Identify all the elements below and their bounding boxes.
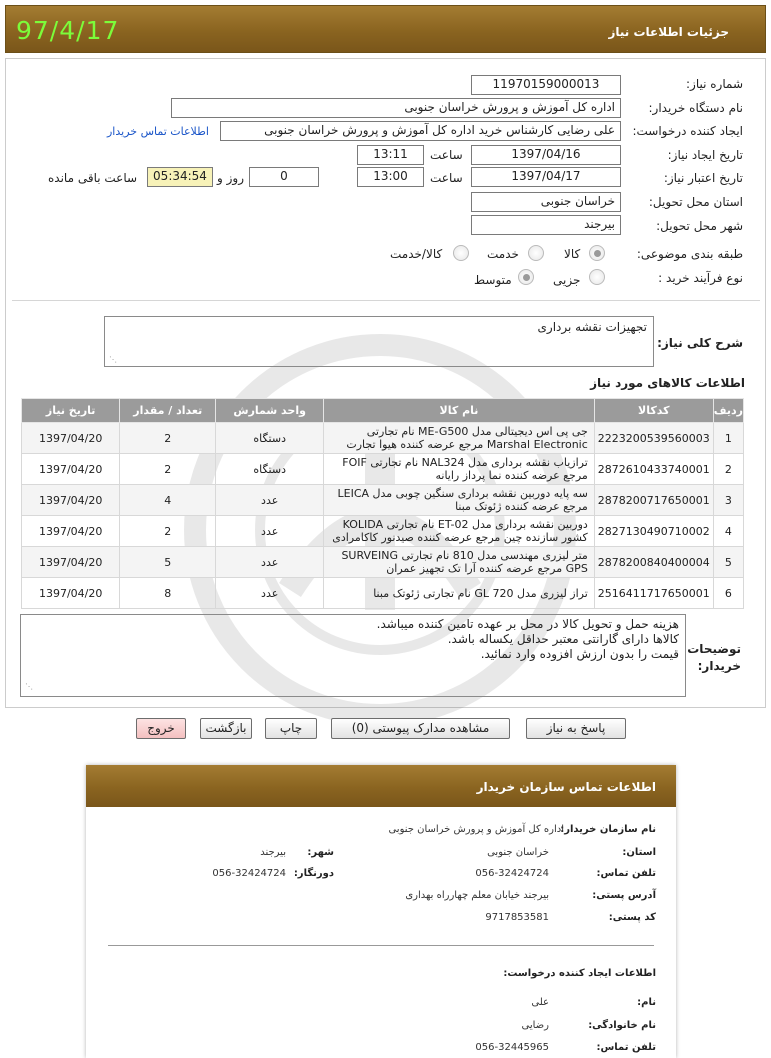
city-field[interactable]: بیرجند — [471, 215, 621, 235]
cell-code: 2878200717650001 — [594, 485, 713, 516]
creator-name-label: نام: — [637, 997, 656, 1008]
contact-fax-label: دورنگار: — [293, 868, 334, 879]
process-radio-medium[interactable] — [518, 269, 534, 285]
creator-family-label: نام خانوادگی: — [588, 1020, 656, 1031]
cell-qty: 2 — [120, 423, 216, 454]
buyer-notes-textarea[interactable] — [20, 614, 686, 697]
contact-city-label: شهر: — [307, 847, 334, 858]
cell-unit: عدد — [216, 578, 324, 609]
process-option-medium: متوسط — [474, 273, 512, 287]
city-label: شهر محل تحویل: — [656, 219, 743, 233]
cell-code: 2872610433740001 — [594, 454, 713, 485]
days-label: روز و — [217, 171, 244, 185]
cell-name: جی پی اس دیجیتالی مدل ME-G500 نام تجارتی Marshal Electronic مرجع عرضه کننده هیوا تجارت — [324, 423, 595, 454]
announce-time-field[interactable]: 13:11 — [357, 145, 424, 165]
process-radio-minor[interactable] — [589, 269, 605, 285]
cell-unit: عدد — [216, 485, 324, 516]
validity-time-label: ساعت — [430, 171, 463, 185]
cell-row: 5 — [713, 547, 743, 578]
cell-code: 2827130490710002 — [594, 516, 713, 547]
cell-qty: 8 — [120, 578, 216, 609]
contact-fax-value: 056-32424724 — [212, 868, 286, 879]
cell-name: تراز لیزری مدل GL 720 نام تجارتی ژئوتک مبنا — [324, 578, 595, 609]
buyer-note-line: کالاها دارای گارانتی معتبر حداقل یکساله باشد. — [447, 632, 679, 646]
print-button[interactable]: چاپ — [265, 718, 317, 739]
category-option-goods: کالا — [564, 247, 581, 261]
exit-button[interactable]: خروج — [136, 718, 186, 739]
cell-name: ترازیاب نقشه برداری مدل NAL324 نام تجارتی FOIF مرجع عرضه کننده نما پرداز رایانه — [324, 454, 595, 485]
category-radio-goods[interactable] — [589, 245, 605, 261]
process-option-minor: جزیی — [553, 273, 581, 287]
requester-label: ایجاد کننده درخواست: — [632, 124, 743, 138]
cell-date: 1397/04/20 — [22, 485, 120, 516]
goods-section-title: اطلاعات کالاهای مورد نیاز — [590, 376, 745, 390]
cell-qty: 2 — [120, 454, 216, 485]
goods-table-wrapper — [21, 398, 744, 609]
contact-postal-value: 9717853581 — [485, 912, 549, 923]
goods-table — [21, 398, 744, 609]
contact-province-value: خراسان جنوبی — [487, 847, 549, 858]
need-number-field[interactable]: 11970159000013 — [471, 75, 621, 95]
category-radio-service[interactable] — [528, 245, 544, 261]
cell-qty: 4 — [120, 485, 216, 516]
cell-code: 2516411717650001 — [594, 578, 713, 609]
announce-time-label: ساعت — [430, 148, 463, 162]
reply-button[interactable]: پاسخ به نیاز — [526, 718, 626, 739]
cell-row: 4 — [713, 516, 743, 547]
buyer-contact-link[interactable]: اطلاعات تماس خریدار — [107, 125, 209, 138]
creator-phone-label: تلفن تماس: — [596, 1042, 656, 1053]
cell-qty: 2 — [120, 516, 216, 547]
table-row[interactable] — [22, 485, 744, 516]
contact-postal-label: کد پستی: — [608, 912, 656, 923]
cell-name: متر لیزری مهندسی مدل 810 نام تجارتی SURVEING GPS مرجع عرضه کننده آرا تک تجهیز عمران — [324, 547, 595, 578]
table-row[interactable] — [22, 516, 744, 547]
goods-table-body — [22, 423, 744, 609]
cell-code: 2878200840400004 — [594, 547, 713, 578]
divider — [12, 300, 760, 301]
buyer-org-label: نام دستگاه خریدار: — [648, 101, 743, 115]
cell-row: 3 — [713, 485, 743, 516]
description-textarea[interactable] — [104, 316, 654, 367]
cell-code: 2223200539560003 — [594, 423, 713, 454]
header-date: 97/4/17 — [16, 16, 120, 45]
process-label: نوع فرآیند خرید : — [658, 271, 743, 285]
col-date: تاریخ نیاز — [22, 399, 120, 423]
page-header — [5, 5, 766, 53]
creator-family-value: رضایی — [521, 1020, 549, 1031]
contact-province-label: استان: — [622, 847, 656, 858]
cell-name: دوربین نقشه برداری مدل ET-02 نام تجارتی KOLIDA کشور سازنده چین مرجع عرضه کننده صیدنور کاکامرادی — [324, 516, 595, 547]
category-radio-goods-service[interactable] — [453, 245, 469, 261]
creator-name-value: علی — [531, 997, 549, 1008]
cell-qty: 5 — [120, 547, 216, 578]
contact-org-value: اداره کل آموزش و پرورش خراسان جنوبی — [388, 824, 564, 835]
cell-date: 1397/04/20 — [22, 547, 120, 578]
days-remaining-field[interactable]: 0 — [249, 167, 319, 187]
col-row: ردیف — [713, 399, 743, 423]
buyer-contact-card — [86, 765, 676, 1058]
contact-address-value: بیرجند خیابان معلم چهارراه بهداری — [405, 890, 549, 901]
table-row[interactable] — [22, 454, 744, 485]
cell-date: 1397/04/20 — [22, 423, 120, 454]
table-row[interactable] — [22, 547, 744, 578]
announce-date-field[interactable]: 1397/04/16 — [471, 145, 621, 165]
creator-phone-value: 056-32445965 — [475, 1042, 549, 1053]
buyer-org-field[interactable]: اداره کل آموزش و پرورش خراسان جنوبی — [171, 98, 621, 118]
cell-unit: دستگاه — [216, 423, 324, 454]
page-title: جزئیات اطلاعات نیاز — [608, 25, 729, 39]
need-number-label: شماره نیاز: — [686, 77, 743, 91]
contact-org-label: نام سازمان خریدار: — [560, 824, 656, 835]
validity-date-label: تاریخ اعتبار نیاز: — [663, 171, 743, 185]
contact-card-title: اطلاعات تماس سازمان خریدار — [476, 780, 656, 794]
category-label: طبقه بندی موضوعی: — [636, 247, 743, 261]
requester-field[interactable]: علی رضایی کارشناس خرید اداره کل آموزش و پرورش خراسان جنوبی — [220, 121, 621, 141]
validity-time-field[interactable]: 13:00 — [357, 167, 424, 187]
description-label: شرح کلی نیاز: — [657, 336, 743, 350]
cell-unit: دستگاه — [216, 454, 324, 485]
cell-row: 1 — [713, 423, 743, 454]
contact-phone-label: تلفن تماس: — [596, 868, 656, 879]
announce-date-label: تاریخ ایجاد نیاز: — [667, 148, 743, 162]
buyer-notes-label: توضیحات خریدار: — [687, 642, 741, 673]
cell-date: 1397/04/20 — [22, 454, 120, 485]
cell-unit: عدد — [216, 547, 324, 578]
buyer-note-line: قیمت را بدون ارزش افزوده وارد نمائید. — [480, 647, 679, 661]
col-unit: واحد شمارش — [216, 399, 324, 423]
validity-date-field[interactable]: 1397/04/17 — [471, 167, 621, 187]
creator-title: اطلاعات ایجاد کننده درخواست: — [503, 968, 656, 979]
buyer-note-line: هزینه حمل و تحویل کالا در محل بر عهده تامین کننده میباشد. — [376, 617, 679, 631]
resize-grip-icon: ⋰ — [25, 682, 33, 691]
back-button[interactable]: بازگشت — [200, 718, 252, 739]
province-label: استان محل تحویل: — [648, 195, 743, 209]
goods-header-row — [22, 399, 744, 423]
table-row[interactable] — [22, 578, 744, 609]
remaining-label: ساعت باقی مانده — [48, 171, 138, 185]
category-option-goods-service: کالا/خدمت — [390, 247, 443, 261]
category-option-service: خدمت — [487, 247, 519, 261]
view-attachments-button[interactable]: مشاهده مدارک پیوستی (0) — [331, 718, 510, 739]
remaining-time-field: 05:34:54 — [147, 167, 213, 187]
cell-row: 2 — [713, 454, 743, 485]
contact-card-header — [86, 765, 676, 807]
contact-divider — [108, 945, 654, 946]
contact-phone-value: 056-32424724 — [475, 868, 549, 879]
cell-date: 1397/04/20 — [22, 578, 120, 609]
col-name: نام کالا — [324, 399, 595, 423]
contact-city-value: بیرجند — [260, 847, 286, 858]
col-code: کدکالا — [594, 399, 713, 423]
description-text: تجهیزات نقشه برداری — [537, 320, 647, 334]
contact-address-label: آدرس پستی: — [592, 890, 656, 901]
province-field[interactable]: خراسان جنوبی — [471, 192, 621, 212]
resize-grip-icon: ⋰ — [109, 355, 117, 364]
cell-name: سه پایه دوربین نقشه برداری سنگین چوبی مدل LEICA مرجع عرضه کننده ژئوتک مبنا — [324, 485, 595, 516]
cell-row: 6 — [713, 578, 743, 609]
cell-date: 1397/04/20 — [22, 516, 120, 547]
cell-unit: عدد — [216, 516, 324, 547]
table-row[interactable] — [22, 423, 744, 454]
col-qty: تعداد / مقدار — [120, 399, 216, 423]
